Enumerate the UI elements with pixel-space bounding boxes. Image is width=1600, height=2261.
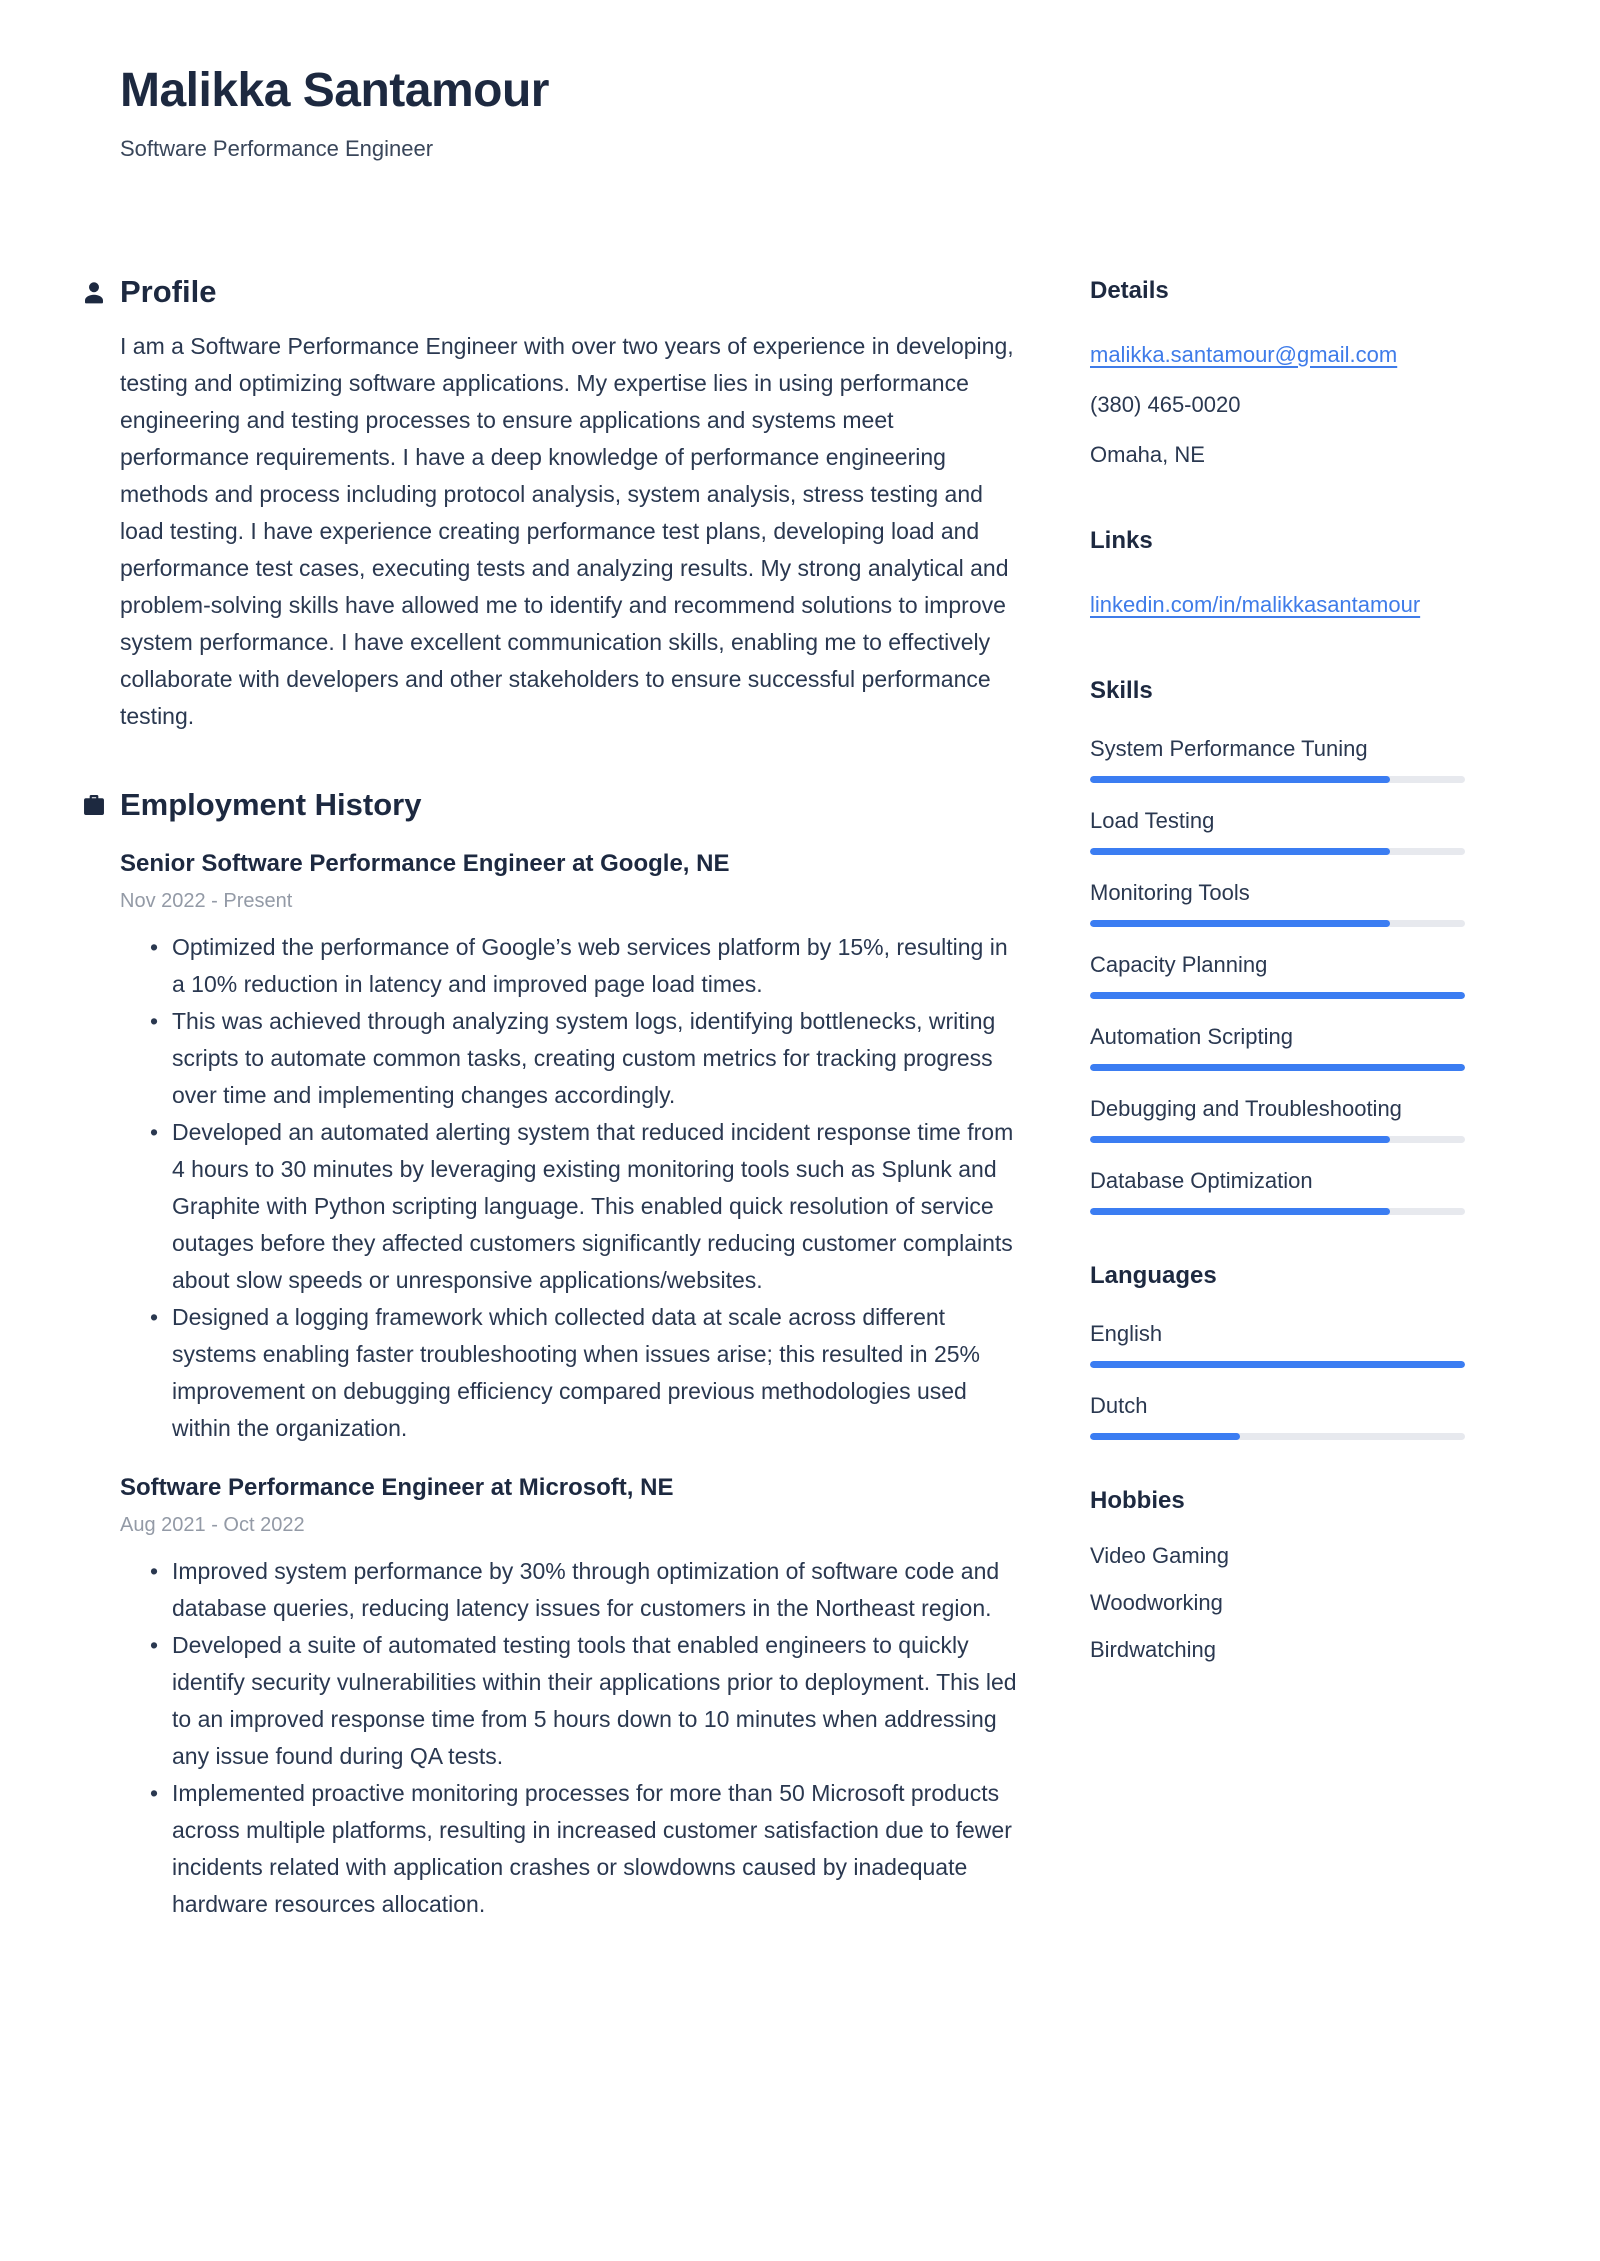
language-bar [1090, 1361, 1465, 1368]
job-bullet: • Implemented proactive monitoring processes for more than 50 Microsoft products across multiple platforms, resulting in increased customer satisfaction due to fewer incidents related with application crashes or slowdowns caused by inadequate hardware resources allocation. [150, 1775, 1025, 1923]
job-bullet-list [150, 929, 1025, 1447]
location-row: Omaha, NE [1090, 441, 1205, 467]
language-bar [1090, 1433, 1465, 1440]
skill-bar-fill [1090, 1208, 1390, 1215]
linkedin-link[interactable]: linkedin.com/in/malikkasantamour [1090, 591, 1421, 617]
languages-section [1090, 1261, 1465, 1440]
skill-label: Load Testing [1090, 807, 1215, 833]
job-title: Software Performance Engineer at Microsoft, NE [120, 1473, 674, 1501]
language-item [1090, 1393, 1465, 1440]
profile-section [120, 274, 1025, 735]
details-section [1090, 276, 1465, 480]
skill-bar-fill [1090, 1064, 1465, 1071]
hobby-item: Video Gaming [1090, 1542, 1230, 1568]
email-row [1090, 330, 1465, 380]
employment-section-header [81, 787, 1025, 823]
skill-bar [1090, 1136, 1465, 1143]
skill-item [1090, 1168, 1465, 1215]
skill-bar [1090, 1208, 1465, 1215]
job-bullet: • Designed a logging framework which collected data at scale across different systems enabling faster troubleshooting when issues arise; this resulted in 25% improvement on debugging efficiency compared previous methodologies used within the organization. [150, 1299, 1025, 1447]
language-label: English [1090, 1320, 1163, 1346]
details-rows [1090, 330, 1465, 480]
skill-item [1090, 880, 1465, 927]
job-bullet: • Developed a suite of automated testing tools that enabled engineers to quickly identify security vulnerabilities within their applications prior to deployment. This led to an improved response time from 5 hours down to 10 minutes when addressing any issue found during QA tests. [150, 1627, 1025, 1775]
sidebar [1090, 274, 1465, 1923]
job-bullet: • Optimized the performance of Google’s web services platform by 15%, resulting in a 10% reduction in latency and improved page load times. [150, 929, 1025, 1003]
linkedin-row [1090, 580, 1465, 630]
job-dates: Aug 2021 - Oct 2022 [120, 1513, 305, 1536]
employment-section [120, 787, 1025, 1923]
phone-row: (380) 465-0020 [1090, 391, 1241, 417]
links-heading: Links [1090, 526, 1153, 554]
skill-label: Monitoring Tools [1090, 879, 1250, 905]
job-bullet: • Improved system performance by 30% through optimization of software code and database queries, reducing latency issues for customers in the Northeast region. [150, 1553, 1025, 1627]
hobbies-heading: Hobbies [1090, 1486, 1185, 1514]
skills-section [1090, 676, 1465, 1215]
skill-item [1090, 808, 1465, 855]
briefcase-icon [81, 792, 107, 818]
job-dates: Nov 2022 - Present [120, 889, 293, 912]
language-bar-fill [1090, 1433, 1240, 1440]
details-heading: Details [1090, 276, 1169, 304]
skill-item [1090, 1024, 1465, 1071]
links-section [1090, 526, 1465, 630]
skill-bar-fill [1090, 776, 1390, 783]
language-item [1090, 1321, 1465, 1368]
skill-item [1090, 736, 1465, 783]
skill-label: Capacity Planning [1090, 951, 1268, 977]
skill-bar-fill [1090, 992, 1465, 999]
skill-bar-fill [1090, 920, 1390, 927]
skill-bar [1090, 776, 1465, 783]
employment-heading: Employment History [120, 786, 422, 822]
main-column [120, 274, 1025, 1923]
job-entry [120, 1473, 1025, 1923]
skills-heading: Skills [1090, 676, 1153, 704]
job-title: Senior Software Performance Engineer at Google, NE [120, 849, 730, 877]
language-list [1090, 1321, 1465, 1440]
resume-header [120, 62, 1465, 162]
skill-list [1090, 736, 1465, 1215]
hobby-item: Birdwatching [1090, 1636, 1216, 1662]
job-list [120, 849, 1025, 1923]
email-link[interactable]: malikka.santamour@gmail.com [1090, 341, 1398, 367]
job-entry [120, 849, 1025, 1447]
language-label: Dutch [1090, 1392, 1148, 1418]
skill-label: Debugging and Troubleshooting [1090, 1095, 1402, 1121]
candidate-name: Malikka Santamour [120, 64, 549, 117]
profile-heading: Profile [120, 273, 217, 309]
hobby-list [1090, 1532, 1465, 1673]
content-columns [120, 274, 1465, 1923]
job-bullet-list [150, 1553, 1025, 1923]
skill-bar-fill [1090, 848, 1390, 855]
profile-section-header [81, 274, 1025, 310]
profile-text: I am a Software Performance Engineer with over two years of experience in developing, testing and optimizing software applications. My expertise lies in using performance engineering and testing processes to ensure applications and systems meet performance requirements. I have a deep knowledge of performance engineering methods and process including protocol analysis, system analysis, stress testing and load testing. I have experience creating performance test plans, developing load and performance test cases, executing tests and analyzing results. My strong analytical and problem-solving skills have allowed me to identify and recommend solutions to improve system performance. I have excellent communication skills, enabling me to effectively collaborate with developers and other stakeholders to ensure successful performance testing. [120, 332, 1014, 729]
candidate-job-title: Software Performance Engineer [120, 135, 434, 161]
skill-bar [1090, 1064, 1465, 1071]
job-bullet: • This was achieved through analyzing system logs, identifying bottlenecks, writing scripts to automate common tasks, creating custom metrics for tracking progress over time and implementing changes accordingly. [150, 1003, 1025, 1114]
person-icon [81, 279, 107, 305]
hobby-item: Woodworking [1090, 1589, 1223, 1615]
skill-label: Database Optimization [1090, 1167, 1313, 1193]
skill-item [1090, 952, 1465, 999]
skill-item [1090, 1096, 1465, 1143]
skill-bar [1090, 992, 1465, 999]
skill-label: System Performance Tuning [1090, 735, 1368, 761]
language-bar-fill [1090, 1361, 1465, 1368]
skill-bar-fill [1090, 1136, 1390, 1143]
hobbies-section [1090, 1486, 1465, 1673]
skill-bar [1090, 920, 1465, 927]
skill-label: Automation Scripting [1090, 1023, 1293, 1049]
job-bullet: • Developed an automated alerting system that reduced incident response time from 4 hours to 30 minutes by leveraging existing monitoring tools such as Splunk and Graphite with Python scripting language. This enabled quick resolution of service outages before they affected customers significantly reducing customer complaints about slow speeds or unresponsive applications/websites. [150, 1114, 1025, 1299]
languages-heading: Languages [1090, 1261, 1217, 1289]
skill-bar [1090, 848, 1465, 855]
